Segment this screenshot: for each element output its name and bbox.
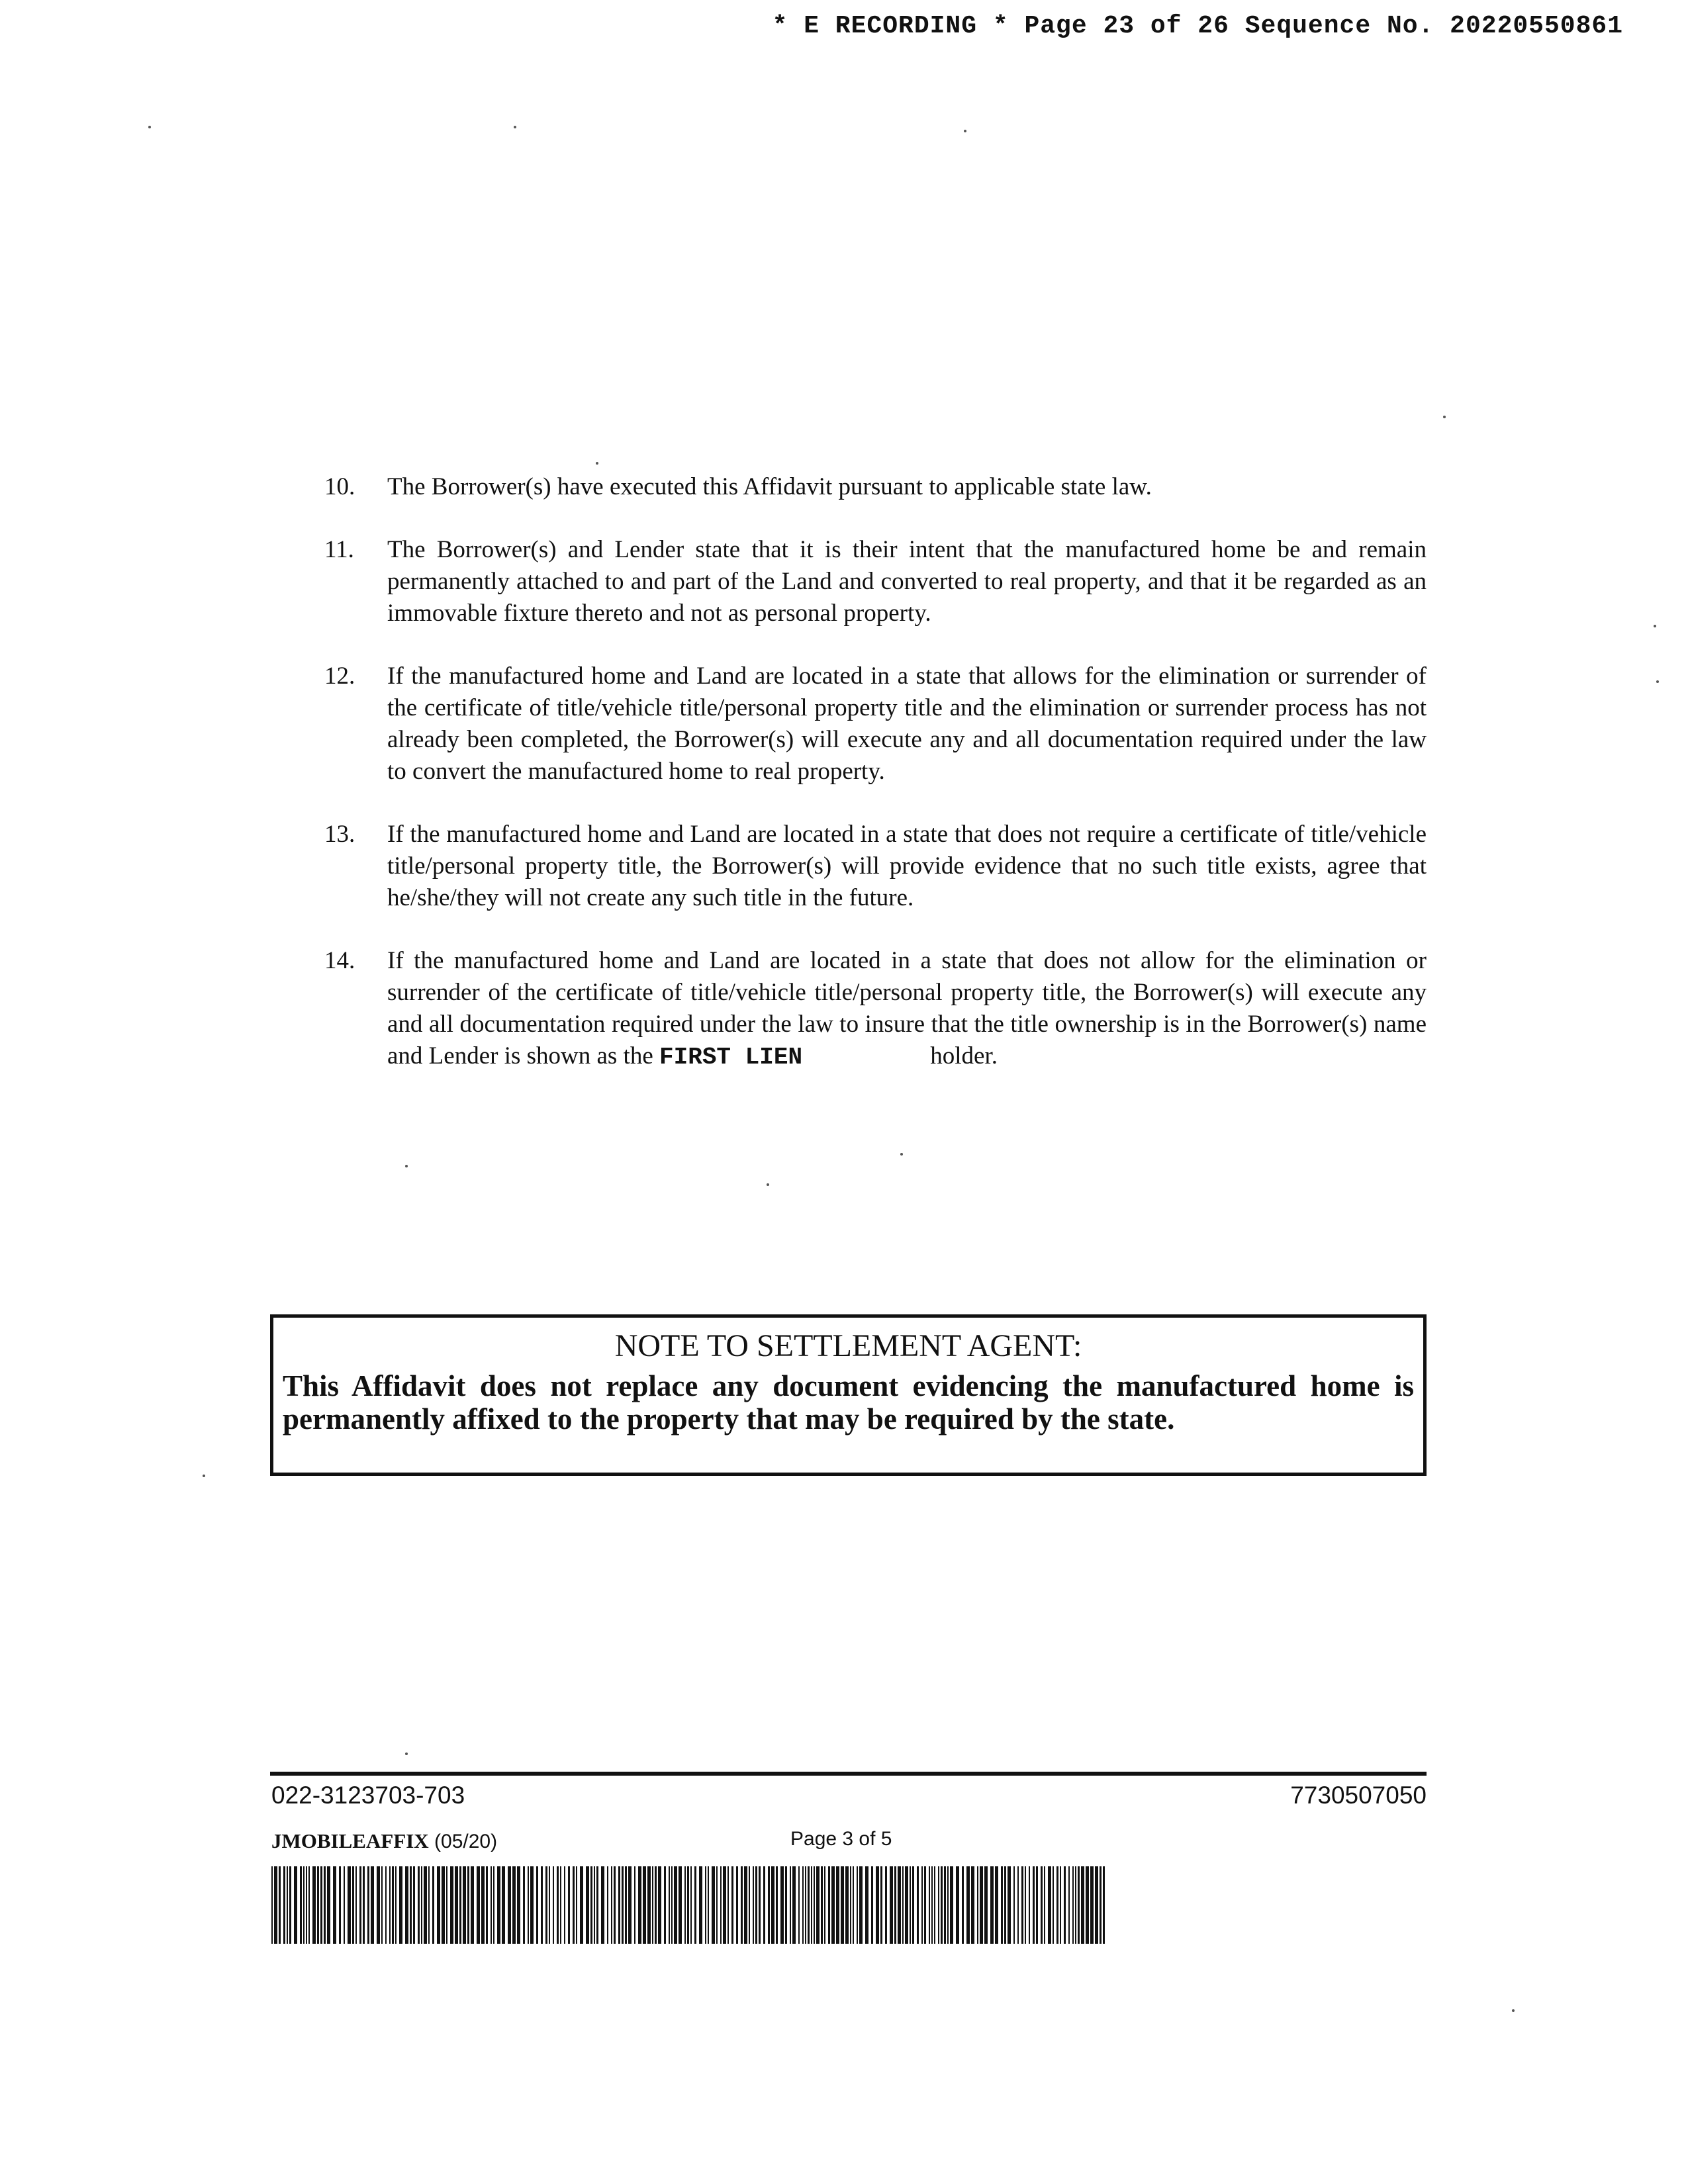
- affidavit-items: [324, 471, 1427, 1105]
- scan-speck: [767, 1183, 769, 1186]
- page-number: Page 3 of 5: [790, 1828, 892, 1850]
- lien-position-value: FIRST LIEN: [659, 1044, 803, 1071]
- list-item: [324, 945, 1427, 1073]
- settlement-agent-note: [270, 1314, 1427, 1476]
- list-item: [324, 534, 1427, 629]
- list-item: [324, 660, 1427, 788]
- item-number: 14.: [324, 947, 355, 974]
- scan-speck: [1512, 2009, 1515, 2012]
- footer-divider: [270, 1772, 1427, 1776]
- scan-speck: [148, 126, 151, 128]
- scan-speck: [203, 1475, 205, 1477]
- item-text: The Borrower(s) and Lender state that it is their intent that the manufactured home be and remain permanently attached to and part of the Land and converted to real property, and that it be regarded as an immovable fixture thereto and not as personal property.: [387, 536, 1427, 627]
- list-item: [324, 471, 1427, 503]
- item-text-before-lien: If the manufactured home and Land are located in a state that does not allow for the elimination or surrender of the certificate of title/vehicle title/personal property title, the Borrower(s) will execute any and all documentation required under the law to insure that the title ownership is in the Borrower(s) name and Lender is shown as the: [387, 947, 1427, 1069]
- loan-number: 022-3123703-703: [271, 1782, 465, 1809]
- scan-speck: [596, 462, 598, 465]
- scan-speck: [1654, 625, 1656, 627]
- item-number: 12.: [324, 662, 355, 690]
- form-date: (05/20): [434, 1831, 498, 1852]
- item-text: If the manufactured home and Land are located in a state that allows for the elimination or surrender of the certificate of title/vehicle title/personal property title and the elimination or surrender process has not already been completed, the Borrower(s) will execute any and all documentation required under the law to convert the manufactured home to real property.: [387, 662, 1427, 785]
- form-id: [271, 1829, 497, 1853]
- item-text: [387, 945, 1427, 1073]
- item-number: 11.: [324, 536, 354, 563]
- item-number: 10.: [324, 473, 355, 500]
- scan-speck: [405, 1752, 408, 1755]
- recording-header: * E RECORDING * Page 23 of 26 Sequence No. 20220550861: [772, 12, 1623, 40]
- note-title: NOTE TO SETTLEMENT AGENT:: [614, 1328, 1082, 1363]
- item-text: The Borrower(s) have executed this Affidavit pursuant to applicable state law.: [387, 473, 1152, 500]
- scan-speck: [514, 126, 516, 128]
- barcode-icon: [271, 1866, 1107, 1944]
- note-body: This Affidavit does not replace any document evidencing the manufactured home is permanently affixed to the property that may be required by the state.: [283, 1369, 1414, 1435]
- scan-speck: [1443, 416, 1446, 418]
- scan-speck: [964, 130, 966, 132]
- item-number: 13.: [324, 821, 355, 848]
- scan-speck: [1656, 680, 1659, 683]
- scan-speck: [405, 1165, 408, 1167]
- case-number: 7730507050: [1290, 1782, 1427, 1809]
- list-item: [324, 819, 1427, 914]
- item-text: If the manufactured home and Land are located in a state that does not require a certificate of title/vehicle title/personal property title, the Borrower(s) will provide evidence that no such title exists, agree that he/she/they will not create any such title in the future.: [387, 821, 1427, 911]
- item-text-after-lien: holder.: [930, 1042, 998, 1069]
- scan-speck: [900, 1153, 903, 1156]
- form-code: JMOBILEAFFIX: [271, 1829, 429, 1852]
